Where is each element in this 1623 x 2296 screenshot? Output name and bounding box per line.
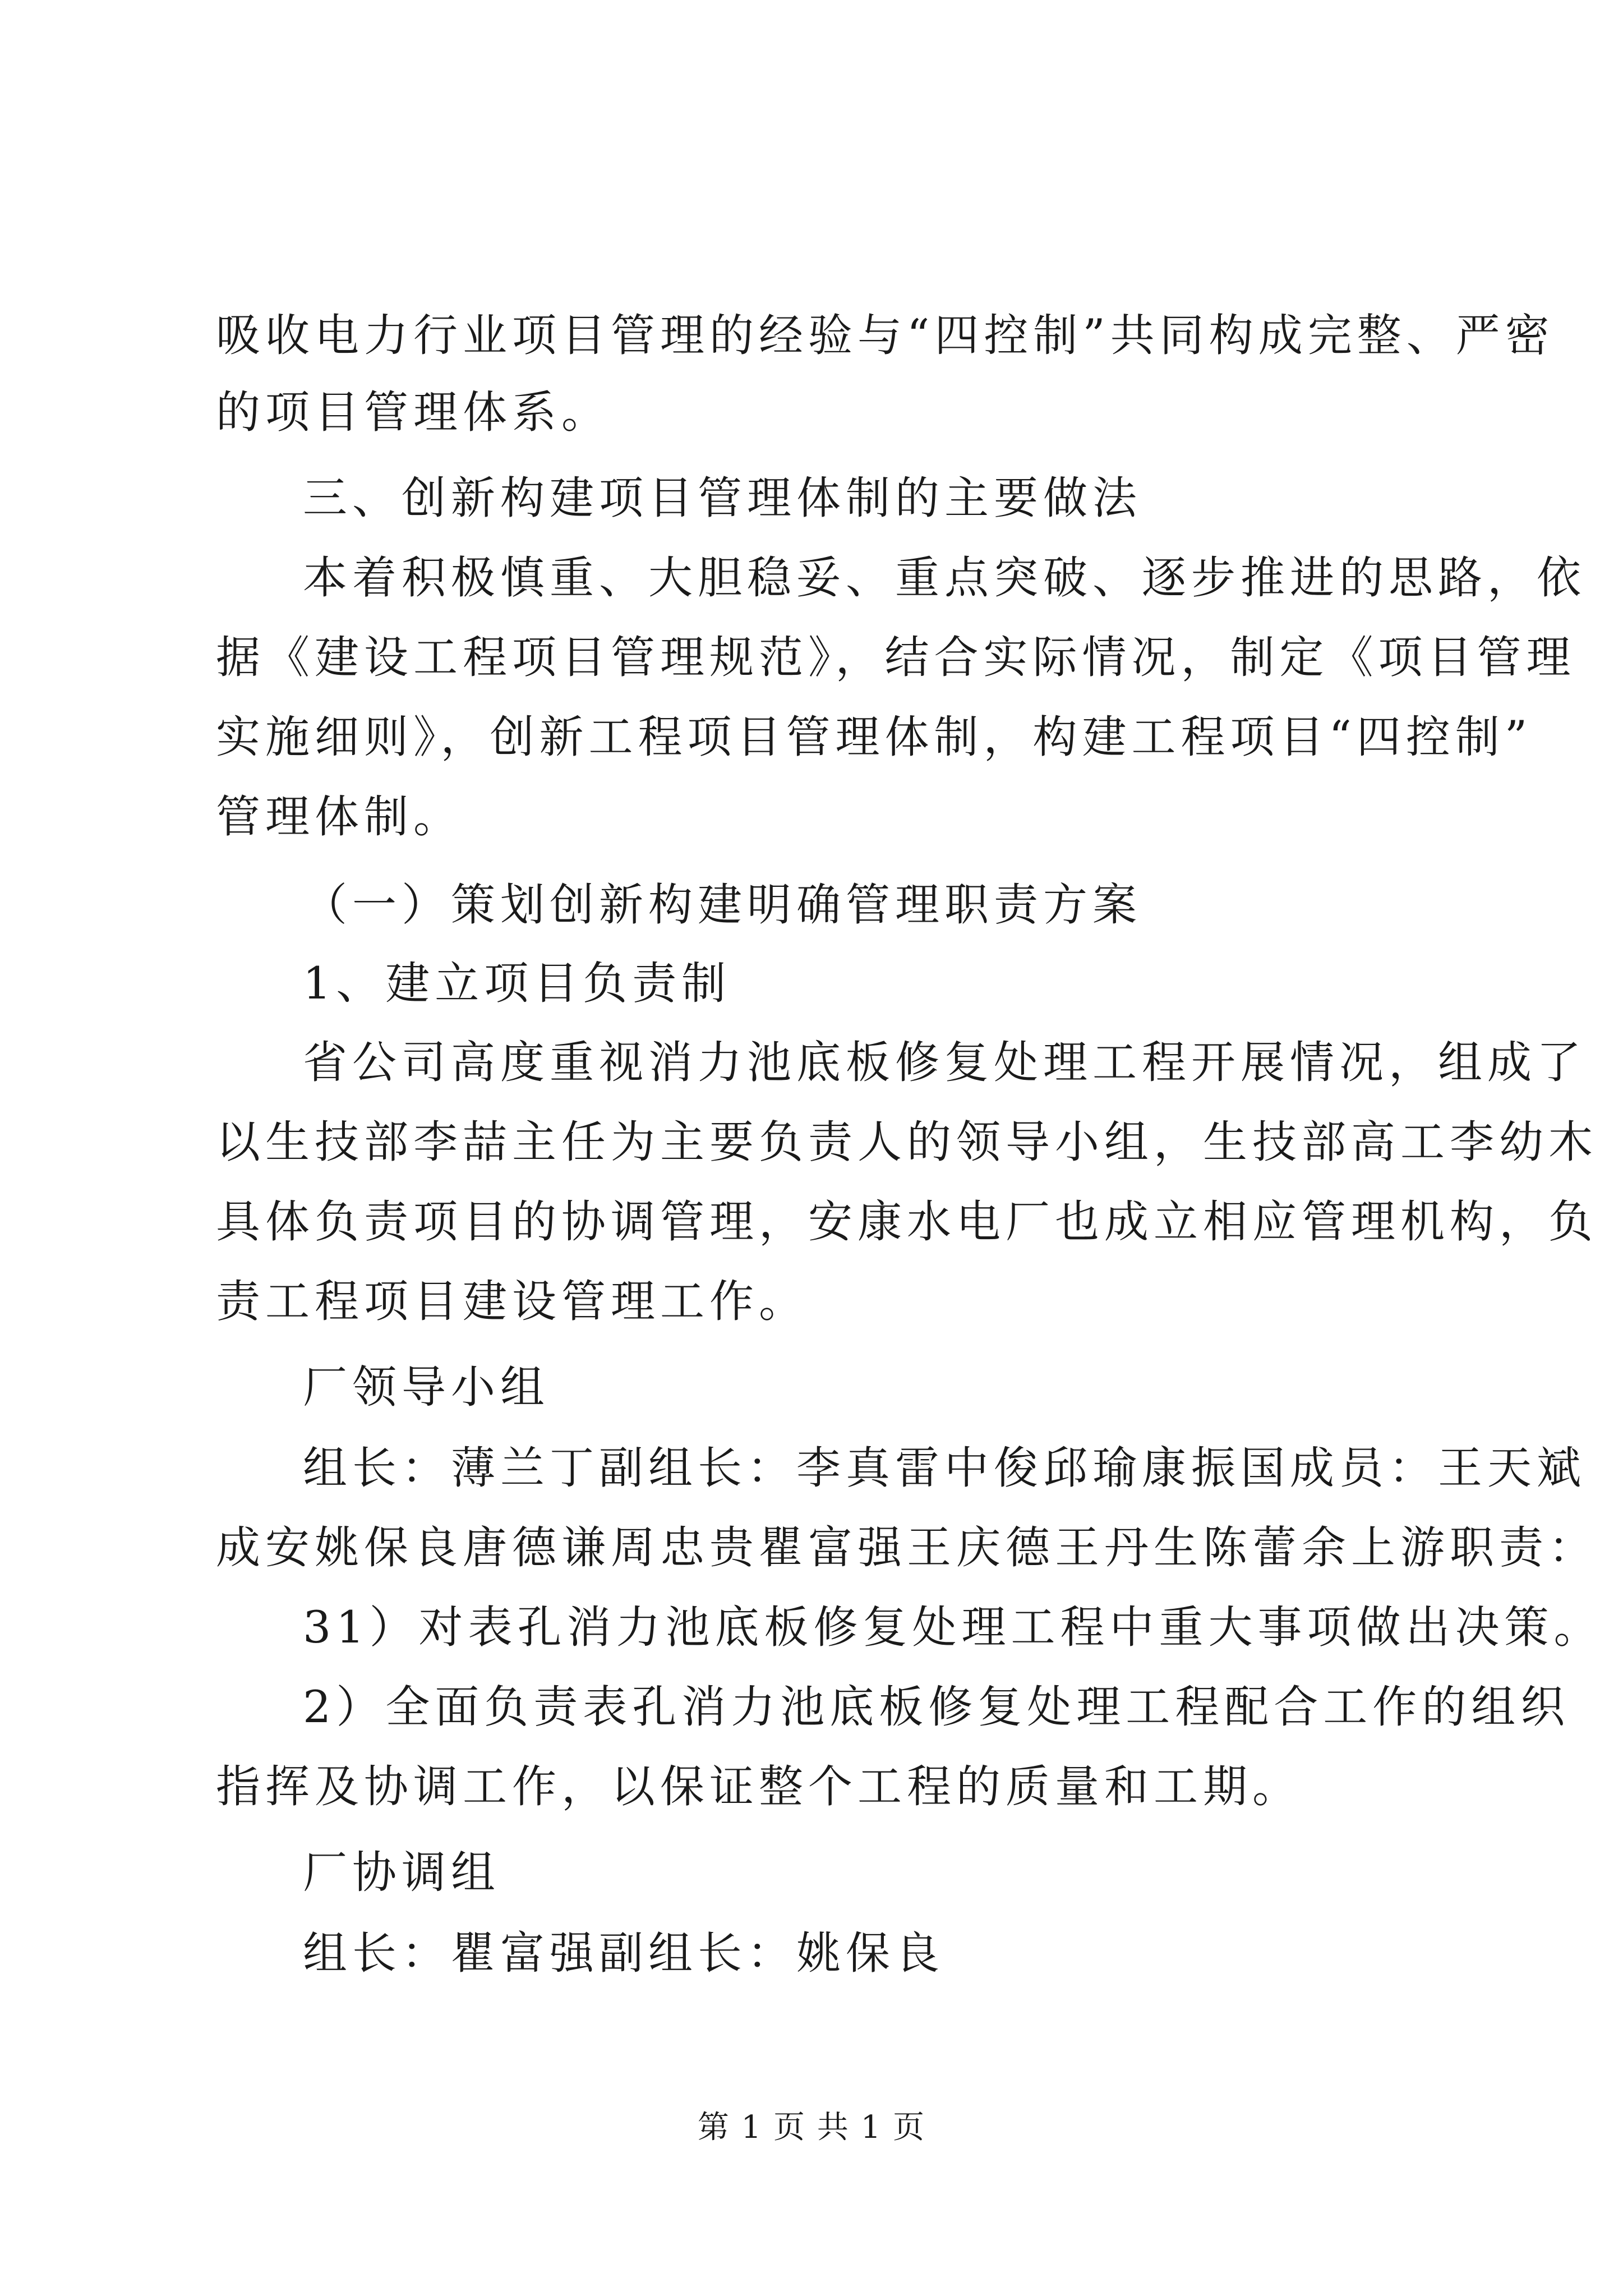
- paragraph2-line-3: 具体负责项目的协调管理，安康水电厂也成立相应管理机构，负: [216, 1196, 1598, 1248]
- body-line-1: 吸收电力行业项目管理的经验与“四控制”共同构成完整、严密: [216, 310, 1555, 361]
- body-line-2: 的项目管理体系。: [216, 386, 611, 438]
- subsection-heading-1: （一）策划创新构建明确管理职责方案: [303, 879, 1142, 931]
- paragraph2-line-2: 以生技部李喆主任为主要负责人的领导小组，生技部高工李幼木: [216, 1116, 1598, 1168]
- paragraph-line-1: 本着积极慎重、大胆稳妥、重点突破、逐步推进的思路，依: [303, 552, 1586, 604]
- group-heading-leadership: 厂领导小组: [303, 1361, 550, 1413]
- leadership-members-line-2: 成安姚保良唐德谦周忠贵瞿富强王庆德王丹生陈蕾余上游职责：: [216, 1522, 1598, 1573]
- duty-item-2-line-2: 指挥及协调工作，以保证整个工程的质量和工期。: [216, 1761, 1302, 1812]
- coordination-members-line: 组长：瞿富强副组长：姚保良: [303, 1927, 944, 1979]
- paragraph2-line-1: 省公司高度重视消力池底板修复处理工程开展情况，组成了: [303, 1037, 1586, 1088]
- duty-item-1: 31）对表孔消力池底板修复处理工程中重大事项做出决策。: [303, 1602, 1603, 1653]
- leadership-members-line-1: 组长：薄兰丁副组长：李真雷中俊邱瑜康振国成员：王天斌: [303, 1442, 1586, 1494]
- paragraph2-line-4: 责工程项目建设管理工作。: [216, 1276, 808, 1327]
- page-number-footer: 第 1 页 共 1 页: [697, 2109, 926, 2146]
- paragraph-line-3: 实施细则》，创新工程项目管理体制，构建工程项目“四控制”: [216, 711, 1533, 763]
- group-heading-coordination: 厂协调组: [303, 1847, 500, 1898]
- section-heading-3: 三、创新构建项目管理体制的主要做法: [303, 472, 1142, 524]
- item-heading-1: 1、建立项目负责制: [303, 958, 731, 1009]
- duty-item-2-line-1: 2）全面负责表孔消力池底板修复处理工程配合工作的组织: [303, 1681, 1570, 1733]
- paragraph-line-2: 据《建设工程项目管理规范》，结合实际情况，制定《项目管理: [216, 632, 1576, 683]
- paragraph-line-4: 管理体制。: [216, 791, 463, 843]
